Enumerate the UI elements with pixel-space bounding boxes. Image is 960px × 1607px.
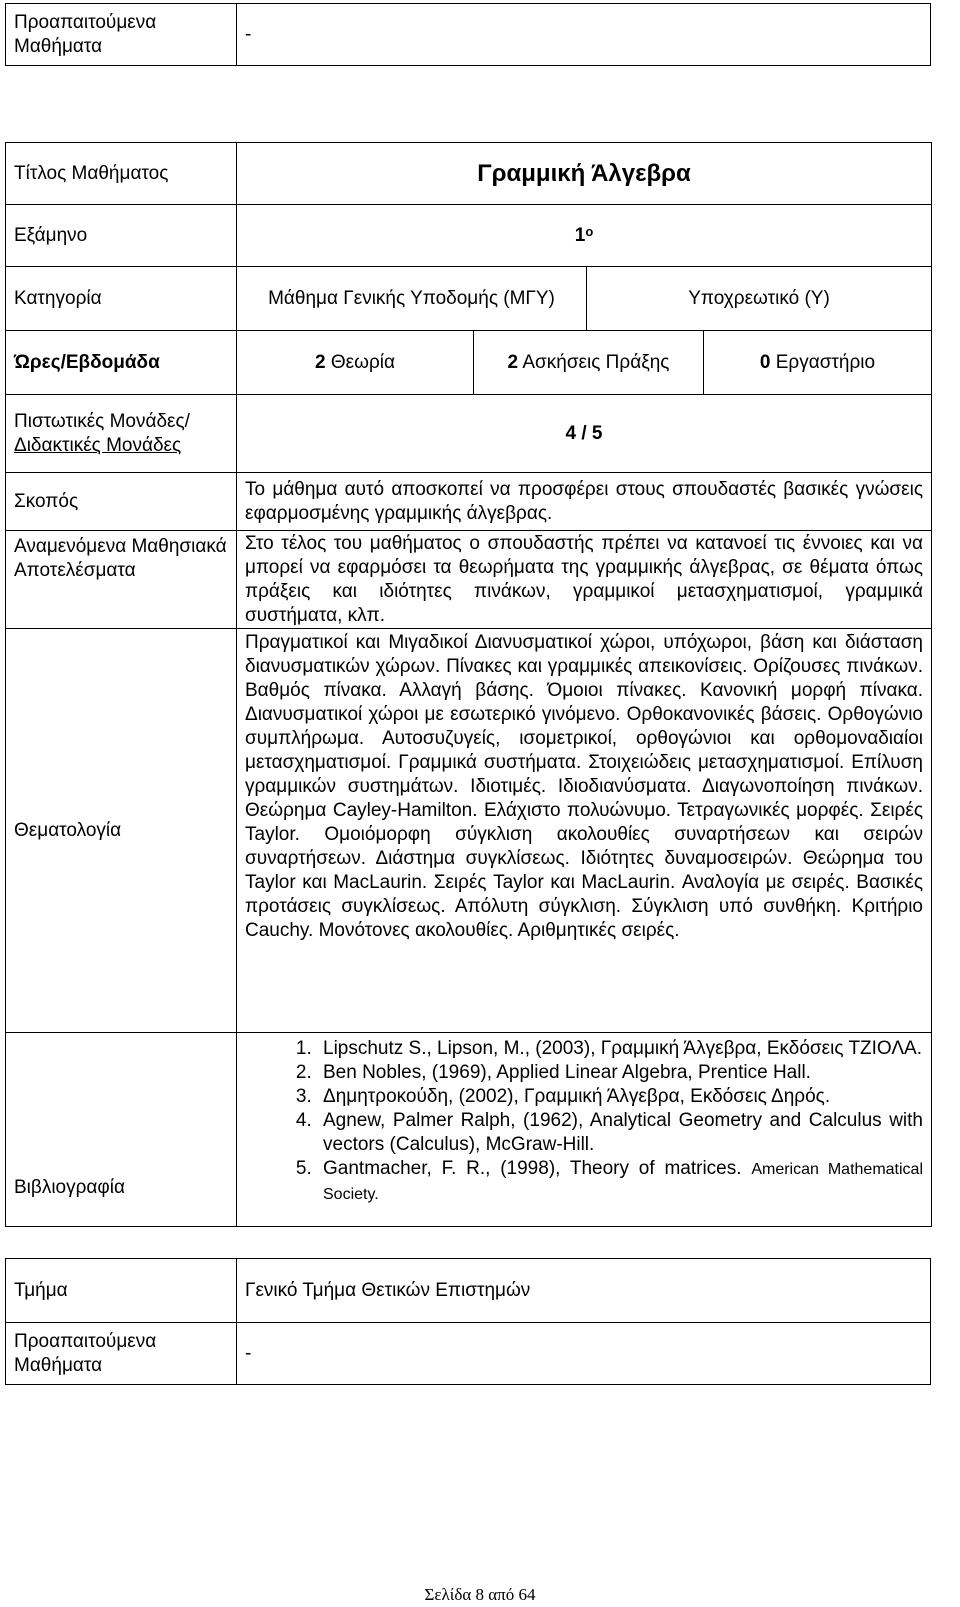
title-label: Τίτλος Μαθήματος bbox=[6, 143, 237, 205]
biblio-item: 4. Agnew, Palmer Ralph, (1962), Analytical Geometry and Calculus with vectors (Calculus), McGraw-Hill. bbox=[317, 1109, 923, 1157]
top-table bbox=[5, 3, 931, 66]
outcomes-text: Στο τέλος του μαθήματος ο σπουδαστής πρέπει να κατανοεί τις έννοιες και να μπορεί να εφαρμόσει τα θεωρήματα της γραμμικής άλγεβρας, σε θέματα όπως πράξεις και ιδιότητες πινάκων, γραμμικοί μετασχηματισμοί, γραμμικά συστήματα, κλπ. bbox=[237, 531, 932, 629]
aim-label: Σκοπός bbox=[6, 473, 237, 531]
credits-value: 4 / 5 bbox=[237, 395, 932, 473]
credits-label-line2: Διδακτικές Μονάδες bbox=[14, 434, 182, 456]
credits-label-line1: Πιστωτικές Μονάδες/ bbox=[14, 410, 190, 432]
topics-label: Θεματολογία bbox=[6, 629, 237, 1033]
biblio-item: 2. Ben Nobles, (1969), Applied Linear Algebra, Prentice Hall. bbox=[317, 1061, 923, 1085]
outcomes-label: Αναμενόμενα Μαθησιακά Αποτελέσματα bbox=[6, 531, 237, 629]
course-title: Γραμμική Άλγεβρα bbox=[237, 143, 932, 205]
practice-text: Ασκήσεις Πράξης bbox=[522, 351, 670, 373]
biblio-item-5-main: Gantmacher, F. R., (1998), Theory of matrices. bbox=[323, 1158, 742, 1179]
aim-text: Το μάθημα αυτό αποσκοπεί να προσφέρει στους σπουδαστές βασικές γνώσεις εφαρμοσμένης γραμμικής άλγεβρας. bbox=[237, 473, 932, 531]
biblio-list bbox=[237, 1033, 932, 1227]
hours-label: Ώρες/Εβδομάδα bbox=[6, 331, 237, 395]
dept-label: Τμήμα bbox=[6, 1259, 237, 1323]
hours-practice bbox=[474, 331, 704, 395]
topics-text: Πραγματικοί και Μιγαδικοί Διανυσματικοί χώροι, υπόχωροι, βάση και διάσταση διανυσματικών χώρων. Πίνακες και γραμμικές απεικονίσεις. Ορίζουσες πινάκων. Βαθμός πίνακα. Αλλαγή βάσης. Όμοιοι πίνακες. Κανονική μορφή πίνακα. Διανυσματικοί χώροι με εσωτερικό γινόμενο. Ορθοκανονικές βάσεις. Ορθογώνιο συμπλήρωμα. Αυτοσυζυγείς, ισομετρικοί, ορθογώνιοι και ορθομοναδιαίοι μετασχηματισμοί. Γραμμικά συστήματα. Στοιχειώδεις μετασχηματισμοί. Επίλυση γραμμικών συστημάτων. Ιδιοτιμές. Ιδιοδιανύσματα. Διαγωνοποίηση πινάκων. Θεώρημα Cayley-Hamilton. Ελάχιστο πολυώνυμο. Τετραγωνικές μορφές. Σειρές Taylor. Ομοιόμορφη σύγκλιση ακολουθίες συναρτήσεων και σειρών συναρτήσεων. Διάστημα συγκλίσεως. Ιδιότητες δυναμοσειρών. Θεώρημα του Taylor και MacLaurin. Σειρές Taylor και MacLaurin. Αναλογία με σειρές. Βασικές προτάσεις συγκλίσεως. Απόλυτη σύγκλιση. Σύγκλιση υπό συνθήκη. Κριτήριο Cauchy. Μονότονες ακολουθίες. Αριθμητικές σειρές. bbox=[237, 629, 932, 1033]
hours-theory bbox=[237, 331, 474, 395]
biblio-item-5-publisher: American Mathematical Society. bbox=[323, 1161, 923, 1203]
biblio-ordered-list bbox=[245, 1037, 923, 1207]
semester-number: 1 bbox=[574, 224, 586, 246]
biblio-item bbox=[317, 1157, 923, 1207]
hours-lab bbox=[704, 331, 932, 395]
category-type: Υποχρεωτικό (Υ) bbox=[587, 267, 932, 331]
practice-hours: 2 bbox=[507, 351, 519, 373]
bottom-table bbox=[5, 1258, 931, 1385]
category-value: Μάθημα Γενικής Υποδομής (ΜΓΥ) bbox=[237, 267, 587, 331]
theory-hours: 2 bbox=[315, 351, 326, 373]
prereq-value: - bbox=[237, 4, 931, 66]
lab-hours: 0 bbox=[759, 351, 771, 373]
credits-label bbox=[6, 395, 237, 473]
semester-label: Εξάμηνο bbox=[6, 205, 237, 267]
semester-value bbox=[237, 205, 932, 267]
prereq-label: Προαπαιτούμενα Μαθήματα bbox=[6, 4, 237, 66]
category-label: Κατηγορία bbox=[6, 267, 237, 331]
semester-ordinal: ο bbox=[585, 223, 594, 239]
bottom-prereq-value: - bbox=[237, 1323, 931, 1385]
theory-text: Θεωρία bbox=[330, 351, 395, 373]
lab-text: Εργαστήριο bbox=[775, 351, 876, 373]
biblio-item: 1. Lipschutz S., Lipson, M., (2003), Γραμμική Άλγεβρα, Εκδόσεις ΤΖΙΟΛΑ. bbox=[317, 1037, 923, 1061]
biblio-item: 3. Δημητροκούδη, (2002), Γραμμική Άλγεβρα, Εκδόσεις Δηρός. bbox=[317, 1085, 923, 1109]
bottom-prereq-label: Προαπαιτούμενα Μαθήματα bbox=[6, 1323, 237, 1385]
page-number: Σελίδα 8 από 64 bbox=[424, 1585, 536, 1604]
biblio-label: Βιβλιογραφία bbox=[6, 1033, 237, 1227]
dept-value: Γενικό Τμήμα Θετικών Επιστημών bbox=[237, 1259, 931, 1323]
course-table bbox=[5, 142, 932, 1227]
